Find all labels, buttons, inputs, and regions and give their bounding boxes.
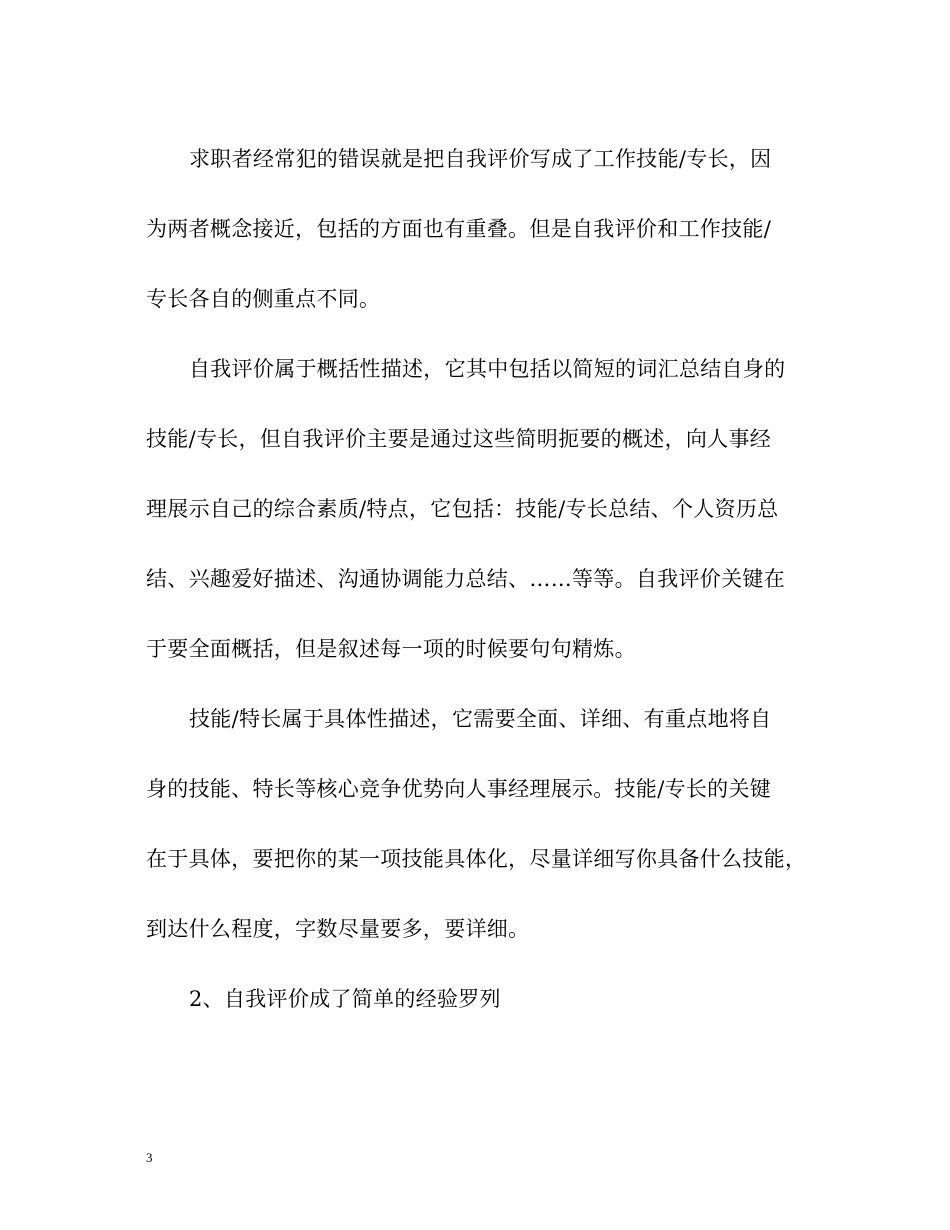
paragraph-3-line-1: 技能/特长属于具体性描述，它需要全面、详细、有重点地将自	[189, 707, 772, 731]
paragraph-1-line-3: 专长各自的侧重点不同。	[146, 287, 381, 311]
paragraph-2-line-1: 自我评价属于概括性描述，它其中包括以简短的词汇总结自身的	[189, 357, 786, 381]
paragraph-1-line-2: 为两者概念接近，包括的方面也有重叠。但是自我评价和工作技能/	[146, 217, 772, 241]
paragraph-1-line-1: 求职者经常犯的错误就是把自我评价写成了工作技能/专长，因	[189, 147, 772, 171]
page-number: 3	[146, 1150, 153, 1165]
paragraph-2-line-3: 理展示自己的综合素质/特点，它包括：技能/专长总结、个人资历总	[146, 497, 779, 521]
paragraph-3-line-3: 在于具体，要把你的某一项技能具体化，尽量详细写你具备什么技能，	[146, 847, 807, 871]
paragraph-3-line-2: 身的技能、特长等核心竞争优势向人事经理展示。技能/专长的关键	[146, 777, 772, 801]
paragraph-2-line-4: 结、兴趣爱好描述、沟通协调能力总结、……等等。自我评价关键在	[146, 567, 785, 591]
section-heading: 2、自我评价成了简单的经验罗列	[189, 987, 501, 1011]
paragraph-2-line-2: 技能/专长，但自我评价主要是通过这些简明扼要的概述，向人事经	[146, 427, 772, 451]
paragraph-3-line-4: 到达什么程度，字数尽量要多，要详细。	[146, 917, 530, 941]
paragraph-2-line-5: 于要全面概括，但是叙述每一项的时候要句句精炼。	[146, 637, 636, 661]
